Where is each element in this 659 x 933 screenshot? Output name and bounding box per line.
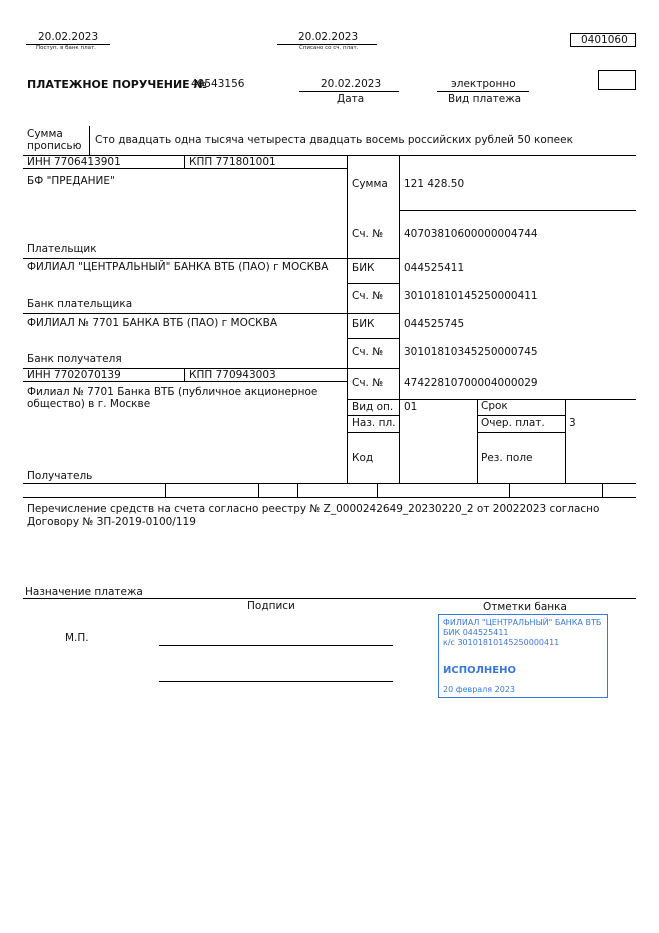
- operation-type-value: 01: [404, 401, 418, 413]
- purpose-text: Перечисление средств на счета согласно реестру № Z_0000242649_20230220_2 от 20022023 согласно Договору № ЗП-2019-0100/119: [27, 503, 600, 528]
- priority-label: Очер. плат.: [481, 417, 545, 429]
- form-code-box: [570, 33, 636, 47]
- payer-bank-label: Банк плательщика: [27, 298, 133, 310]
- purpose-code-label: Наз. пл.: [352, 417, 396, 429]
- payee-bik: 044525745: [404, 318, 465, 330]
- order-date-label: Дата: [337, 93, 365, 105]
- payer-bank-account: 30101810145250000411: [404, 290, 538, 302]
- stamp-bik: БИК 044525411: [443, 628, 509, 637]
- code-label: Код: [352, 452, 374, 464]
- debited-date: 20.02.2023: [298, 31, 359, 43]
- payee-bik-label: БИК: [352, 318, 375, 330]
- debited-caption: Списано со сч. плат.: [299, 45, 359, 51]
- bank-stamp: [438, 614, 608, 698]
- payee-name: Филиал № 7701 Банка ВТБ (публичное акционерное общество) в г. Москве: [27, 386, 318, 410]
- payment-type-label: Вид платежа: [448, 93, 522, 105]
- payer-kpp: КПП 771801001: [189, 156, 276, 168]
- empty-code-box: [598, 70, 636, 90]
- stamp-corr-account: к/с 30101810145250000411: [443, 638, 560, 647]
- payer-account: 40703810600000004744: [404, 228, 538, 240]
- payee-inn: ИНН 7702070139: [27, 369, 121, 381]
- payer-name: БФ "ПРЕДАНИЕ": [27, 175, 115, 187]
- payer-bik-label: БИК: [352, 262, 375, 274]
- payer-bank-account-label: Сч. №: [352, 290, 384, 302]
- signature-line-2: [159, 681, 393, 682]
- payee-label: Получатель: [27, 470, 93, 482]
- priority-value: 3: [569, 417, 576, 429]
- seal-label: М.П.: [65, 632, 89, 644]
- payee-kpp: КПП 770943003: [189, 369, 276, 381]
- payee-bank-name: ФИЛИАЛ № 7701 БАНКА ВТБ (ПАО) г МОСКВА: [27, 317, 278, 329]
- payee-bank-label: Банк получателя: [27, 353, 122, 365]
- payer-bank-name: ФИЛИАЛ "ЦЕНТРАЛЬНЫЙ" БАНКА ВТБ (ПАО) г МОСКВА: [27, 261, 329, 273]
- order-title: ПЛАТЕЖНОЕ ПОРУЧЕНИЕ №: [27, 78, 207, 91]
- payer-account-label: Сч. №: [352, 228, 384, 240]
- amount-words-label: Сумма прописью: [27, 128, 82, 152]
- signatures-title: Подписи: [247, 600, 295, 612]
- stamp-status: ИСПОЛНЕНО: [443, 665, 516, 676]
- payee-account-label: Сч. №: [352, 377, 384, 389]
- signature-line-1: [159, 645, 393, 646]
- term-label: Срок: [481, 400, 508, 412]
- payer-label: Плательщик: [27, 243, 97, 255]
- stamp-date: 20 февраля 2023: [443, 685, 516, 694]
- payee-bank-account: 30101810345250000745: [404, 346, 538, 358]
- amount-label: Сумма: [352, 178, 388, 190]
- amount-words-value: Сто двадцать одна тысяча четыреста двадцать восемь российских рублей 50 копеек: [95, 134, 573, 146]
- payer-inn: ИНН 7706413901: [27, 156, 121, 168]
- operation-type-label: Вид оп.: [352, 401, 394, 413]
- payee-bank-account-label: Сч. №: [352, 346, 384, 358]
- payment-type: электронно: [451, 78, 516, 90]
- received-date: 20.02.2023: [38, 31, 99, 43]
- bank-marks-title: Отметки банка: [483, 601, 567, 613]
- received-caption: Поступ. в банк плат.: [36, 45, 96, 51]
- order-date: 20.02.2023: [321, 78, 382, 90]
- purpose-label: Назначение платежа: [25, 586, 143, 598]
- order-number: 49543156: [191, 78, 245, 90]
- reserve-label: Рез. поле: [481, 452, 533, 464]
- form-code: 0401060: [581, 34, 628, 46]
- payer-bik: 044525411: [404, 262, 465, 274]
- stamp-bank-name: ФИЛИАЛ "ЦЕНТРАЛЬНЫЙ" БАНКА ВТБ: [443, 618, 602, 627]
- payee-account: 47422810700004000029: [404, 377, 538, 389]
- amount-value: 121 428.50: [404, 178, 465, 190]
